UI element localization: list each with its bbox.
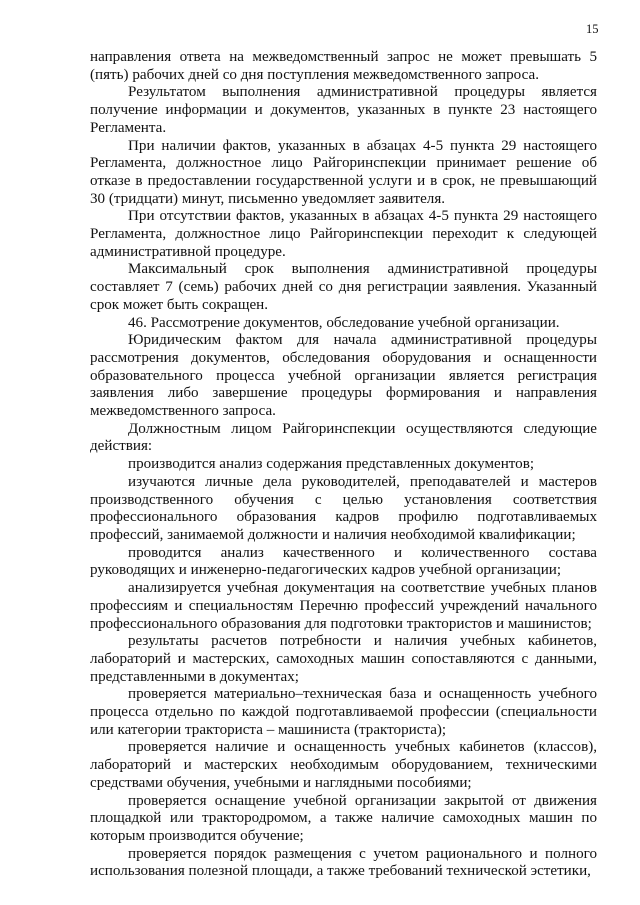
list-item: проверяется наличие и оснащенность учебных кабинетов (классов), лабораторий и мастерских необходимым оборудованием, техническими средствами обучения, учебными и наглядными пособиями; bbox=[90, 739, 597, 791]
list-item: проверяется оснащение учебной организации закрытой от движения площадкой или трактородромом, а также наличие самоходных машин по которым производится обучение; bbox=[90, 792, 597, 844]
page-number: 15 bbox=[586, 22, 599, 36]
paragraph-max-term: Максимальный срок выполнения административной процедуры составляет 7 (семь) рабочих дней со дня регистрации заявления. Указанный срок может быть сокращен. bbox=[90, 261, 597, 313]
paragraph-refusal: При наличии фактов, указанных в абзацах 4-5 пункта 29 настоящего Регламента, должностное лицо Райгоринспекции принимает решение об отказе в предоставлении государственной услуги и в срок, не превышающий 30 (тридцати) минут, письменно уведомляет заявителя. bbox=[90, 137, 597, 207]
list-item: производится анализ содержания представленных документов; bbox=[128, 456, 535, 473]
paragraph-result: Результатом выполнения административной процедуры является получение информации и документов, указанных в пункте 23 настоящего Регламента. bbox=[90, 84, 597, 136]
paragraph-legal-fact: Юридическим фактом для начала административной процедуры рассмотрения документов, обследования оборудования и оснащенности образовательного процесса учебной организации является регистрация заявления либо завершение процедуры формирования и направления межведомственного запроса. bbox=[90, 332, 597, 420]
list-item: проверяется порядок размещения с учетом рационального и полного использования полезной площади, а также требований технической эстетики, bbox=[90, 845, 597, 880]
paragraph-next-procedure: При отсутствии фактов, указанных в абзацах 4-5 пункта 29 настоящего Регламента, должностное лицо Райгоринспекции переходит к следующей административной процедуре. bbox=[90, 208, 597, 260]
section-heading-46: 46. Рассмотрение документов, обследование учебной организации. bbox=[128, 314, 560, 331]
list-item: изучаются личные дела руководителей, преподавателей и мастеров производственного обучения с целью установления соответствия профессионального образования кадров профилю подготавливаемых профессий, занимаемой должности и наличия необходимой квалификации; bbox=[90, 473, 597, 543]
paragraph-actions-intro: Должностным лицом Райгоринспекции осуществляются следующие действия: bbox=[90, 420, 597, 455]
list-item: результаты расчетов потребности и наличия учебных кабинетов, лабораторий и мастерских, самоходных машин сопоставляются с данными, представленными в документах; bbox=[90, 633, 597, 685]
document-body bbox=[90, 49, 597, 881]
list-item: проводится анализ качественного и количественного состава руководящих и инженерно-педагогических кадров учебной организации; bbox=[90, 544, 597, 579]
list-item: проверяется материально–техническая база и оснащенность учебного процесса отдельно по каждой подготавливаемой профессии (специальности или категории тракториста – машиниста (тракториста); bbox=[90, 686, 597, 738]
paragraph-continuation: направления ответа на межведомственный запрос не может превышать 5 (пять) рабочих дней со дня поступления межведомственного запроса. bbox=[90, 49, 597, 83]
list-item: анализируется учебная документация на соответствие учебных планов профессиям и специальностям Перечню профессий учреждений начального профессионального образования для подготовки трактористов и машинистов; bbox=[90, 580, 597, 632]
